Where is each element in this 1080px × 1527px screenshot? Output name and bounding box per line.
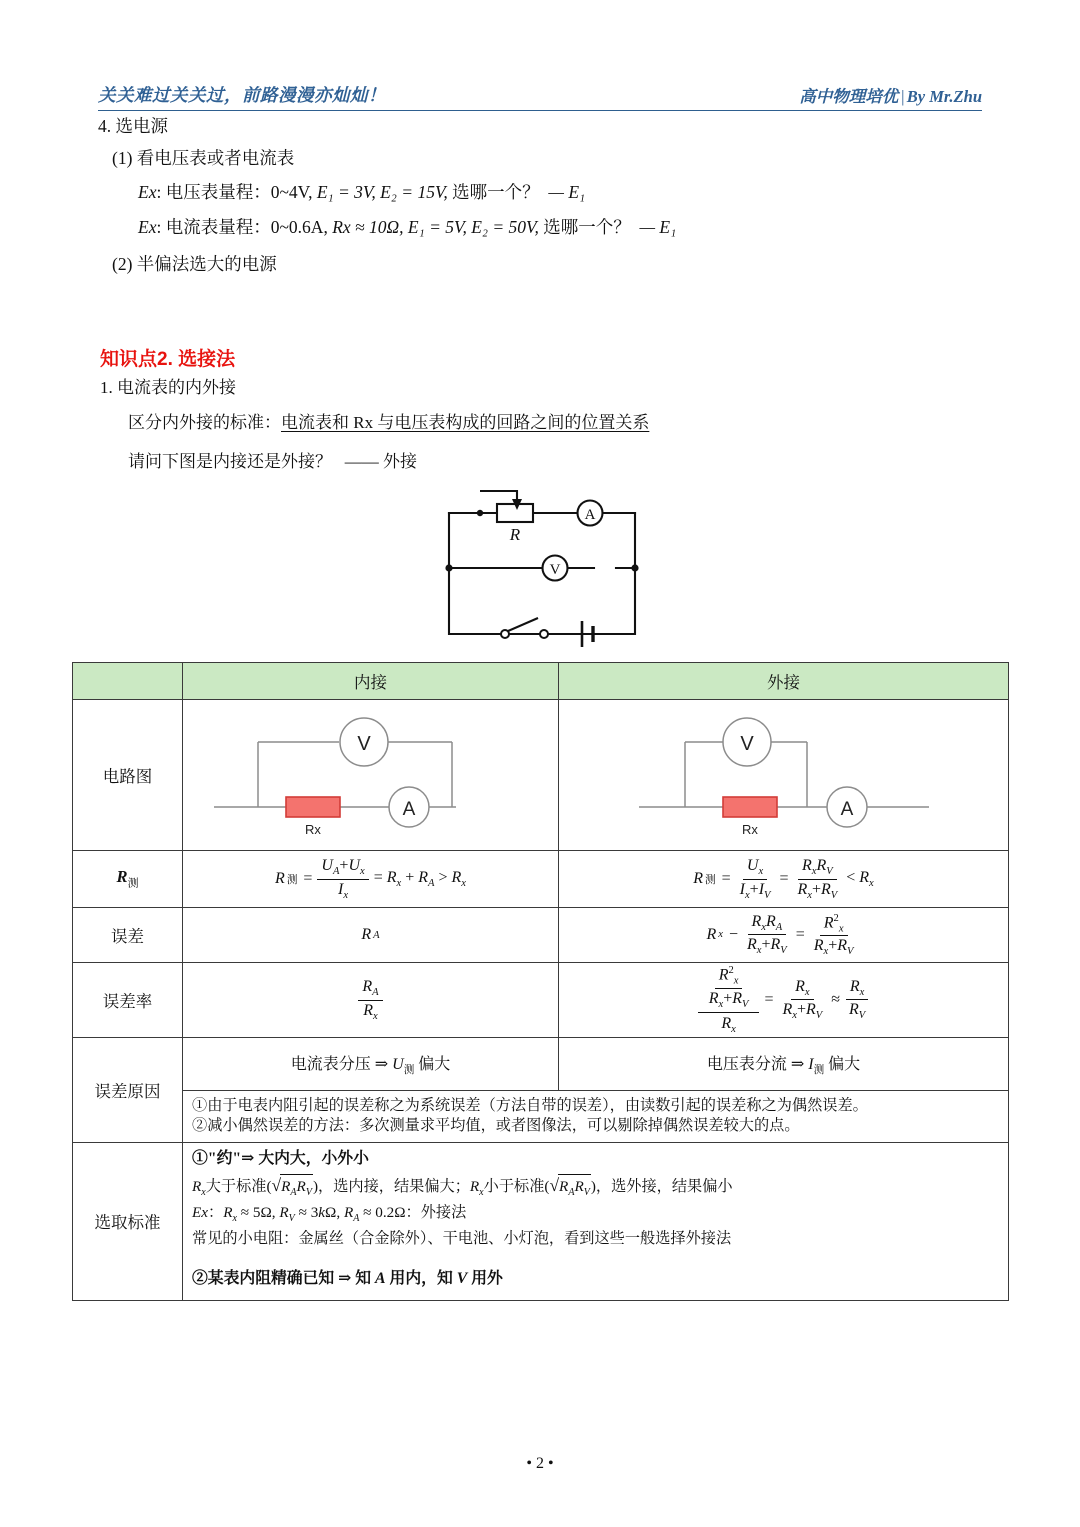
ex-text-1: 电压表量程：0~4V, bbox=[165, 182, 313, 202]
table-row-selection bbox=[73, 1143, 1009, 1301]
formula-r-measured-inner: R 测 = $\frac{U_A+U_x}{I_x}$ = $R_x + R_A > R_x$ bbox=[275, 857, 466, 901]
page-footer: • 2 • bbox=[526, 1455, 554, 1472]
error-outer bbox=[559, 908, 1009, 963]
error-cause-inner-text: 电流表分压 ⇒ $U_测$ 偏大 bbox=[290, 1055, 451, 1077]
outer-connection-diagram bbox=[619, 700, 949, 850]
row-label-selection: 选取标准 bbox=[73, 1143, 183, 1301]
ex-label-1: Ex bbox=[138, 182, 157, 202]
error-cause-outer bbox=[559, 1038, 1009, 1091]
error-cause-note-2: ②减小偶然误差的方法：多次测量求平均值，或者图像法，可以剔除掉偶然误差较大的点。 bbox=[192, 1117, 800, 1135]
ex-text-2: 电流表量程：0~0.6A, bbox=[165, 217, 328, 237]
junction-dot bbox=[445, 564, 452, 571]
rx-label: Rx bbox=[304, 822, 321, 837]
main-circuit-diagram bbox=[430, 478, 660, 653]
kp-line-1: 1. 电流表的内外接 bbox=[100, 378, 236, 397]
error-inner bbox=[183, 908, 559, 963]
kp-line-3 bbox=[128, 452, 417, 472]
rx-resistor-box bbox=[723, 797, 777, 817]
selection-line-5: ②某表内阻精确已知 ⇒ 知 A 用内，知 V 用外 bbox=[192, 1269, 503, 1287]
example-voltmeter: Ex: 电压表量程：0~4V, E₁ = 3V, E₂ = 15V, 选哪一个？ — E₁ bbox=[138, 182, 586, 202]
voltmeter-label: V bbox=[549, 562, 561, 578]
selection-spacer bbox=[192, 1251, 999, 1267]
error-rate-inner bbox=[183, 963, 559, 1038]
ex-question-2: 选哪一个？ bbox=[543, 217, 631, 237]
kp-line-2-prefix: 区分内外接的标准： bbox=[128, 413, 281, 432]
error-cause-note-list bbox=[183, 1091, 1008, 1142]
junction-dot bbox=[477, 510, 483, 516]
error-cause-note-1: ①由于电表内阻引起的误差称之为系统误差（方法自带的误差），由读数引起的误差称之为偶然误差。 bbox=[192, 1097, 868, 1114]
formula-error-rate-outer: $\frac{\frac{R^2_x}{R_x+R_V}}{R_x}$ = $\frac{R_x}{R_x+R_V}$ ≈ $\frac{R_x}{R_V}$ bbox=[695, 965, 873, 1035]
item-4-1: (1) 看电压表或者电流表 bbox=[112, 148, 295, 168]
r-measured-inner bbox=[183, 851, 559, 908]
ex-answer-1: — E₁ bbox=[548, 182, 586, 202]
ammeter-label: A bbox=[584, 507, 596, 523]
formula-error-rate-inner: $\frac{R_A}{R_x}$ bbox=[355, 978, 385, 1021]
kp-line-3-question: 请问下图是内接还是外接？ bbox=[128, 452, 332, 471]
error-cause-outer-text: 电压表分流 ⇒ $I_测$ 偏大 bbox=[706, 1055, 861, 1077]
switch-terminal bbox=[501, 630, 509, 638]
selection-line-list bbox=[183, 1143, 1008, 1300]
rheostat-body bbox=[497, 504, 533, 522]
table-row-circuit bbox=[73, 700, 1009, 851]
selection-line-1: ①"约"⇒ 大内大，小外小 bbox=[192, 1150, 369, 1168]
kp-line-3-answer: —— 外接 bbox=[344, 452, 417, 471]
ex-question-1: 选哪一个？ bbox=[452, 182, 540, 202]
kp-line-2-underlined: 电流表和 Rx 与电压表构成的回路之间的位置关系 bbox=[281, 413, 650, 432]
ammeter-label: A bbox=[402, 799, 415, 820]
comparison-table bbox=[72, 662, 1009, 1301]
circuit-inner-cell bbox=[183, 700, 559, 851]
table-row-r-measured bbox=[73, 851, 1009, 908]
ammeter-label: A bbox=[840, 799, 853, 820]
ex-answer-2: — E₁ bbox=[639, 217, 677, 237]
selection-content bbox=[183, 1143, 1009, 1301]
ex-label-2: Ex bbox=[138, 217, 157, 237]
rx-resistor-box bbox=[286, 797, 340, 817]
ex-e1-2: E₁ = 5V, bbox=[407, 217, 467, 237]
junction-dot bbox=[631, 564, 638, 571]
error-cause-notes bbox=[183, 1091, 1009, 1143]
error-rate-outer bbox=[559, 963, 1009, 1038]
row-label-error: 误差 bbox=[73, 908, 183, 963]
item-4-2: (2) 半偏法选大的电源 bbox=[112, 254, 277, 274]
selection-line-3: Ex：$R_x \approx 5\Omega$, $R_V \approx 3k\Omega$, $R_A \approx 0.2\Omega$：外接法 bbox=[192, 1203, 467, 1224]
circuit-outer-cell bbox=[559, 700, 1009, 851]
ex-e2-2: E₂ = 50V, bbox=[471, 217, 539, 237]
row-label-error-rate: 误差率 bbox=[73, 963, 183, 1038]
kp-line-2 bbox=[128, 413, 649, 433]
ex-rx-2: Rx ≈ 10Ω, bbox=[332, 217, 404, 237]
table-row-error-cause-top bbox=[73, 1038, 1009, 1091]
formula-r-measured-outer: R 测 = $\frac{U_x}{I_x+I_V}$ = $\frac{R_xR_V}{R_x+R_V}$ < $R_x$ bbox=[693, 857, 874, 901]
selection-line-4: 常见的小电阻：金属丝（合金除外）、干电池、小灯泡，看到这些一般选择外接法 bbox=[192, 1229, 732, 1247]
header-brand-text: 高中物理培优 bbox=[799, 87, 899, 106]
header-brand bbox=[799, 83, 982, 110]
formula-error-outer: R x − $\frac{R_xR_A}{R_x+R_V}$ = $\frac{R^2_x}{R_x+R_V}$ bbox=[706, 912, 854, 958]
row-label-error-cause: 误差原因 bbox=[73, 1038, 183, 1143]
rx-label: Rx bbox=[741, 822, 758, 837]
ex-e1-1: E₁ = 3V, bbox=[316, 182, 376, 202]
switch-terminal bbox=[540, 630, 548, 638]
selection-line-2: $R_x$大于标准$(√R_AR_V)$，选内接，结果偏大；$R_x$小于标准$(√R_AR_V)$，选外接，结果偏小 bbox=[192, 1172, 999, 1201]
item-4-select-source: 4. 选电源 bbox=[98, 116, 168, 136]
table-row-error-cause-notes bbox=[73, 1091, 1009, 1143]
row-label-r-measured: $R_测$ bbox=[73, 851, 183, 908]
header-outer: 外接 bbox=[559, 663, 1009, 700]
voltmeter-label: V bbox=[739, 733, 754, 755]
header-motto: 关关难过关关过，前路漫漫亦灿灿！ bbox=[98, 85, 386, 105]
table-header-row bbox=[73, 663, 1009, 700]
table-row-error bbox=[73, 908, 1009, 963]
header-separator: | bbox=[900, 87, 905, 106]
inner-connection-diagram bbox=[206, 700, 536, 850]
r-measured-outer bbox=[559, 851, 1009, 908]
table-row-error-rate bbox=[73, 963, 1009, 1038]
header-blank bbox=[73, 663, 183, 700]
header-author: By Mr.Zhu bbox=[906, 87, 982, 106]
error-cause-inner bbox=[183, 1038, 559, 1091]
row-label-circuit: 电路图 bbox=[73, 700, 183, 851]
resistor-label: R bbox=[509, 525, 521, 544]
example-ammeter: Ex: 电流表量程：0~0.6A, Rx ≈ 10Ω, E₁ = 5V, E₂ = 50V, 选哪一个？ — E₁ bbox=[138, 217, 677, 237]
header-inner: 内接 bbox=[183, 663, 559, 700]
ex-e2-1: E₂ = 15V, bbox=[380, 182, 448, 202]
formula-error-inner: R A bbox=[361, 926, 380, 943]
knowledge-point-title: 知识点2. 选接法 bbox=[100, 349, 236, 370]
page-header bbox=[98, 74, 982, 111]
voltmeter-label: V bbox=[356, 733, 371, 755]
